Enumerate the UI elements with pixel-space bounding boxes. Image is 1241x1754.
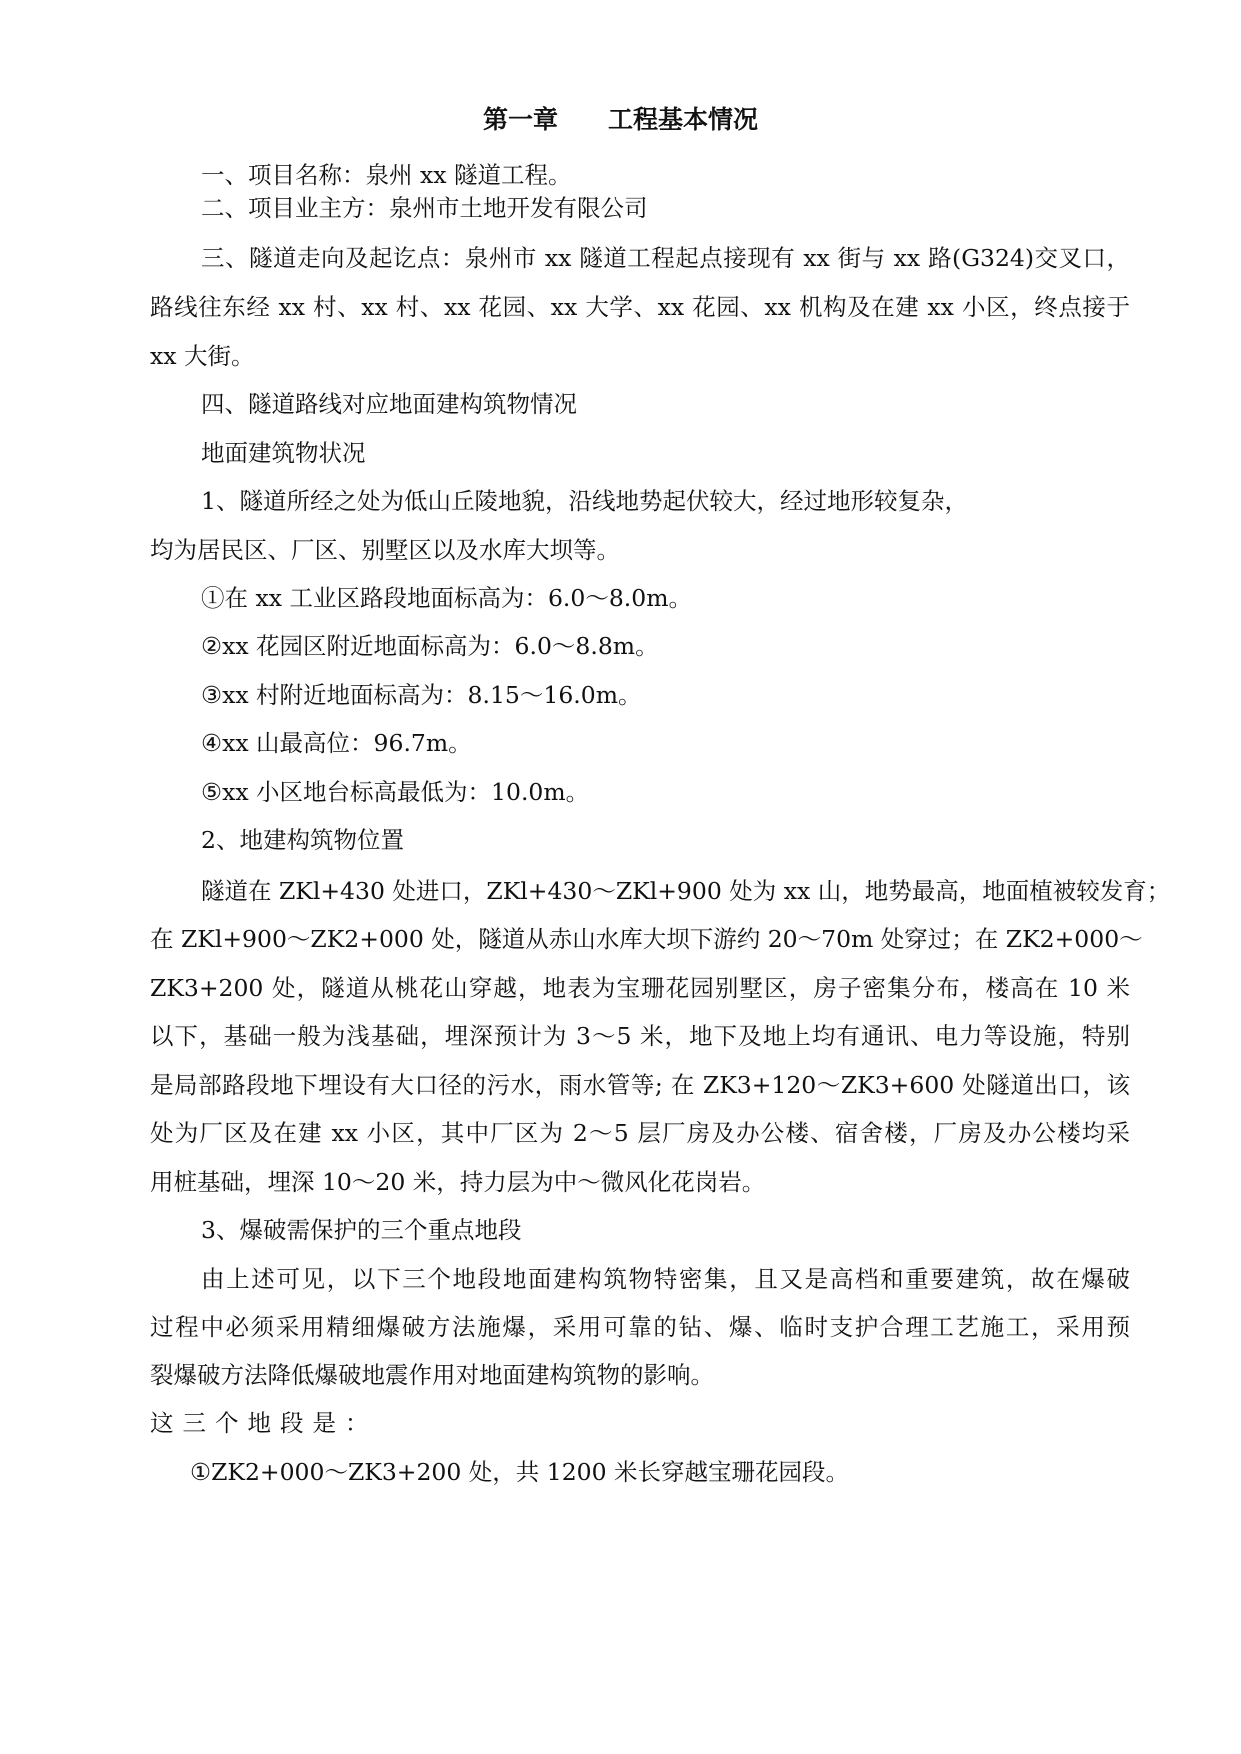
paragraph-line: xx 大街。: [150, 342, 255, 370]
paragraph-line: 以下，基础一般为浅基础，埋深预计为 3～5 米，地下及地上均有通讯、电力等设施，特别: [150, 1022, 1130, 1050]
paragraph-line: 过程中必须采用精细爆破方法施爆，采用可靠的钻、爆、临时支护合理工艺施工，采用预: [150, 1313, 1130, 1341]
chapter-title: 第一章 工程基本情况: [482, 105, 758, 134]
list-item: ①ZK2+000～ZK3+200 处，共 1200 米长穿越宝珊花园段。: [190, 1458, 850, 1486]
paragraph-line: 在 ZKl+900～ZK2+000 处，隧道从赤山水库大坝下游约 20～70m 处穿过；在 ZK2+000～: [150, 925, 1143, 953]
paragraph-line: 三、隧道走向及起讫点：泉州市 xx 隧道工程起点接现有 xx 街与 xx 路(G324)交叉口，: [201, 244, 1130, 272]
paragraph-line: 裂爆破方法降低爆破地震作用对地面建构筑物的影响。: [150, 1361, 714, 1389]
paragraph-line: 用桩基础，埋深 10～20 米，持力层为中～微风化花岗岩。: [150, 1168, 766, 1196]
list-item: ①在 xx 工业区路段地面标高为：6.0～8.0m。: [201, 584, 692, 612]
paragraph-line: 是局部路段地下埋设有大口径的污水，雨水管等; 在 ZK3+120～ZK3+600 处隧道出口，该: [150, 1071, 1130, 1099]
subsection-heading: 2、地建构筑物位置: [201, 826, 404, 854]
paragraph-line: ZK3+200 处，隧道从桃花山穿越，地表为宝珊花园别墅区，房子密集分布，楼高在 10 米: [150, 974, 1130, 1002]
list-item: ④xx 山最高位：96.7m。: [201, 729, 472, 757]
list-item: ⑤xx 小区地台标高最低为：10.0m。: [201, 778, 590, 806]
list-item: ③xx 村附近地面标高为：8.15～16.0m。: [201, 681, 642, 709]
paragraph-line: 隧道在 ZKl+430 处进口，ZKl+430～ZKl+900 处为 xx 山，地势最高，地面植被较发育；: [201, 877, 1171, 905]
project-name-line: 一、项目名称：泉州 xx 隧道工程。: [201, 161, 572, 189]
list-item: ②xx 花园区附近地面标高为：6.0～8.8m。: [201, 632, 659, 660]
paragraph-line: 这三个地段是：: [150, 1409, 378, 1437]
paragraph-line: 1、隧道所经之处为低山丘陵地貌，沿线地势起伏较大，经过地形较复杂，: [201, 487, 968, 515]
section-heading: 四、隧道路线对应地面建构筑物情况: [201, 390, 577, 418]
paragraph-line: 均为居民区、厂区、别墅区以及水库大坝等。: [150, 536, 620, 564]
paragraph-line: 路线往东经 xx 村、xx 村、xx 花园、xx 大学、xx 花园、xx 机构及在建 xx 小区，终点接于: [150, 293, 1130, 321]
paragraph-line: 处为厂区及在建 xx 小区，其中厂区为 2～5 层厂房及办公楼、宿舍楼，厂房及办公楼均采: [150, 1119, 1130, 1147]
subsection-heading: 地面建筑物状况: [201, 439, 366, 467]
paragraph-line: 由上述可见，以下三个地段地面建构筑物特密集，且又是高档和重要建筑，故在爆破: [201, 1265, 1130, 1293]
project-owner-line: 二、项目业主方：泉州市土地开发有限公司: [201, 194, 648, 222]
subsection-heading: 3、爆破需保护的三个重点地段: [201, 1216, 522, 1244]
